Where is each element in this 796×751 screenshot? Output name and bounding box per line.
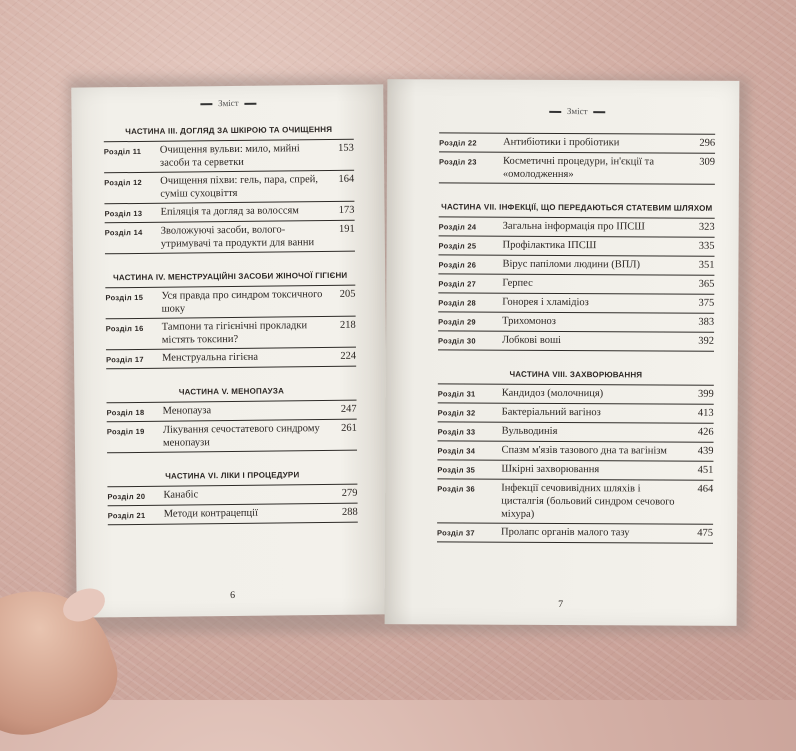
chapter-title: Зволожуючі засоби, вологоутримувачі та продукти для ванни [160, 224, 315, 250]
chapter-page: 153 [338, 142, 354, 154]
toc-section [439, 132, 715, 184]
toc-row [438, 311, 714, 331]
chapter-title: Тампони та гігієнічні прокладки містять токсини? [161, 320, 308, 346]
chapter-label: Розділ 37 [437, 528, 475, 538]
chapter-page: 375 [698, 297, 715, 309]
chapter-label: Розділ 15 [105, 292, 144, 303]
chapter-title: Трихомоноз [502, 315, 556, 327]
toc-row [108, 503, 358, 526]
chapter-label: Розділ 19 [106, 426, 145, 437]
chapter-title: Шкірні захворювання [501, 463, 600, 476]
chapter-title: Бактеріальний вагіноз [501, 406, 601, 419]
page-number: 7 [558, 598, 564, 611]
chapter-list [437, 383, 714, 543]
chapter-page: 383 [698, 316, 715, 328]
chapter-title: Герпес [502, 277, 533, 289]
toc-row [437, 459, 713, 479]
chapter-title: Профілактика ІПСШ [502, 239, 597, 252]
chapter-list [104, 139, 355, 255]
chapter-title: Лобкові воші [502, 334, 562, 346]
toc-row [104, 139, 354, 173]
chapter-page: 288 [341, 506, 358, 518]
toc-row [437, 478, 713, 523]
chapter-page: 279 [341, 487, 358, 499]
running-head: Зміст [439, 105, 715, 117]
chapter-title: Менопауза [162, 405, 212, 417]
chapter-label: Розділ 33 [437, 427, 476, 437]
chapter-label: Розділ 17 [106, 354, 144, 365]
chapter-label: Розділ 12 [104, 177, 143, 188]
chapter-label: Розділ 27 [438, 279, 477, 289]
chapter-label: Розділ 22 [439, 138, 477, 148]
chapter-page: 413 [697, 407, 714, 419]
chapter-title: Лікування сечостатевого синдрому менопаузи [162, 423, 320, 449]
chapter-page: 399 [698, 388, 714, 400]
toc-section [438, 201, 715, 351]
toc-section [106, 385, 357, 454]
toc-row [438, 330, 714, 351]
toc-row [104, 170, 354, 204]
toc-row [437, 522, 713, 543]
chapter-page: 224 [340, 350, 357, 362]
toc-sections [437, 132, 715, 543]
toc-section [437, 368, 714, 543]
toc-row [439, 151, 715, 184]
part-heading: ЧАСТИНА IV. МЕНСТРУАЦІЙНІ ЗАСОБИ ЖІНОЧОЇ ГІГІЄНИ [113, 270, 348, 283]
chapter-label: Розділ 28 [438, 298, 477, 308]
chapter-page: 218 [339, 319, 356, 331]
toc-row [107, 419, 357, 454]
chapter-title: Спазм м'язів тазового дна та вагінізм [501, 444, 667, 457]
chapter-label: Розділ 30 [438, 336, 476, 346]
chapter-title: Канабіс [163, 489, 199, 501]
chapter-label: Розділ 23 [438, 157, 477, 167]
chapter-page: 351 [698, 259, 715, 271]
toc-row [438, 402, 714, 422]
toc-row [106, 347, 356, 370]
toc-row [104, 201, 354, 223]
right-page [385, 79, 740, 626]
chapter-page: 205 [339, 288, 356, 300]
chapter-label: Розділ 16 [105, 323, 144, 334]
chapter-label: Розділ 31 [437, 389, 476, 399]
chapter-title: Гонорея і хламідіоз [502, 296, 589, 309]
chapter-label: Розділ 13 [104, 208, 143, 219]
toc-row [439, 132, 715, 152]
toc-row [438, 292, 714, 312]
part-heading: ЧАСТИНА V. МЕНОПАУЗА [178, 386, 285, 397]
toc-row [105, 285, 355, 319]
chapter-list [107, 484, 357, 526]
chapter-page: 173 [338, 204, 355, 216]
chapter-title: Кандидоз (молочниця) [501, 387, 604, 400]
toc-row [437, 440, 713, 460]
page-number: 6 [230, 589, 236, 602]
toc-row [105, 220, 355, 255]
chapter-title: Пролапс органів малого тазу [501, 526, 630, 539]
running-head: Зміст [103, 97, 353, 111]
chapter-page: 475 [697, 527, 714, 539]
chapter-title: Загальна інформація про ІПСШ [502, 220, 645, 233]
chapter-label: Розділ 35 [437, 465, 476, 475]
chapter-page: 365 [698, 278, 715, 290]
chapter-page: 247 [340, 403, 357, 415]
chapter-label: Розділ 32 [437, 408, 476, 418]
part-heading: ЧАСТИНА VIII. ЗАХВОРЮВАННЯ [509, 369, 643, 380]
chapter-page: 323 [698, 221, 715, 233]
chapter-title: Очищення вульви: мило, мийні засоби та серветки [159, 143, 300, 169]
chapter-label: Розділ 20 [107, 491, 146, 502]
chapter-page: 426 [697, 426, 714, 438]
chapter-page: 451 [697, 464, 714, 476]
chapter-page: 464 [697, 483, 714, 495]
part-heading: ЧАСТИНА VI. ЛІКИ І ПРОЦЕДУРИ [165, 470, 300, 481]
toc-row [107, 484, 357, 506]
chapter-label: Розділ 18 [106, 407, 145, 418]
chapter-title: Очищення піхви: гель, пара, спрей, суміш сухоцвіття [160, 174, 319, 200]
chapter-page: 296 [699, 137, 716, 149]
chapter-list [105, 285, 356, 370]
chapter-title: Косметичні процедури, ін'єкції та «омолодження» [502, 155, 655, 181]
toc-section [104, 124, 355, 255]
left-toc [103, 97, 358, 544]
toc-row [439, 235, 715, 255]
toc-sections [104, 124, 358, 526]
chapter-list [439, 132, 715, 184]
chapter-label: Розділ 14 [104, 227, 143, 238]
chapter-label: Розділ 21 [107, 510, 146, 521]
toc-row [438, 254, 714, 274]
chapter-label: Розділ 25 [438, 241, 477, 251]
chapter-title: Антибіотики і пробіотики [503, 136, 620, 149]
chapter-page: 309 [699, 156, 716, 168]
left-page [71, 84, 389, 617]
toc-row [107, 400, 357, 422]
chapter-label: Розділ 26 [438, 260, 477, 270]
chapter-list [438, 216, 715, 351]
chapter-label: Розділ 36 [437, 484, 476, 494]
toc-row [438, 421, 714, 441]
chapter-title: Інфекції сечовивідних шляхів і цисталгія (больовий синдром сечового міхура) [501, 482, 675, 520]
chapter-title: Епіляція та догляд за волоссям [160, 205, 299, 218]
chapter-list [107, 400, 358, 454]
chapter-title: Уся правда про синдром токсичного шоку [161, 289, 323, 315]
chapter-title: Методи контрацепції [163, 507, 259, 520]
chapter-page: 392 [698, 335, 715, 347]
toc-row [438, 273, 714, 293]
chapter-title: Вірус папіломи людини (ВПЛ) [502, 258, 640, 271]
part-heading: ЧАСТИНА VII. ІНФЕКЦІЇ, ЩО ПЕРЕДАЮТЬСЯ СТАТЕВИМ ШЛЯХОМ [441, 202, 713, 213]
chapter-page: 191 [338, 223, 355, 235]
chapter-page: 335 [698, 240, 715, 252]
toc-row [438, 383, 714, 403]
chapter-title: Вульводинія [501, 425, 558, 437]
right-toc [437, 105, 715, 561]
chapter-page: 164 [338, 173, 355, 185]
toc-row [106, 316, 356, 350]
chapter-title: Менструальна гігієна [162, 351, 259, 364]
chapter-label: Розділ 11 [103, 146, 142, 157]
chapter-page: 439 [697, 445, 714, 457]
chapter-label: Розділ 29 [438, 317, 476, 327]
chapter-page: 261 [341, 422, 357, 434]
chapter-label: Розділ 24 [438, 222, 477, 232]
chapter-label: Розділ 34 [437, 446, 476, 456]
toc-section [105, 270, 356, 370]
toc-row [439, 216, 715, 236]
part-heading: ЧАСТИНА III. ДОГЛЯД ЗА ШКІРОЮ ТА ОЧИЩЕННЯ [125, 124, 333, 137]
toc-section [107, 469, 358, 526]
